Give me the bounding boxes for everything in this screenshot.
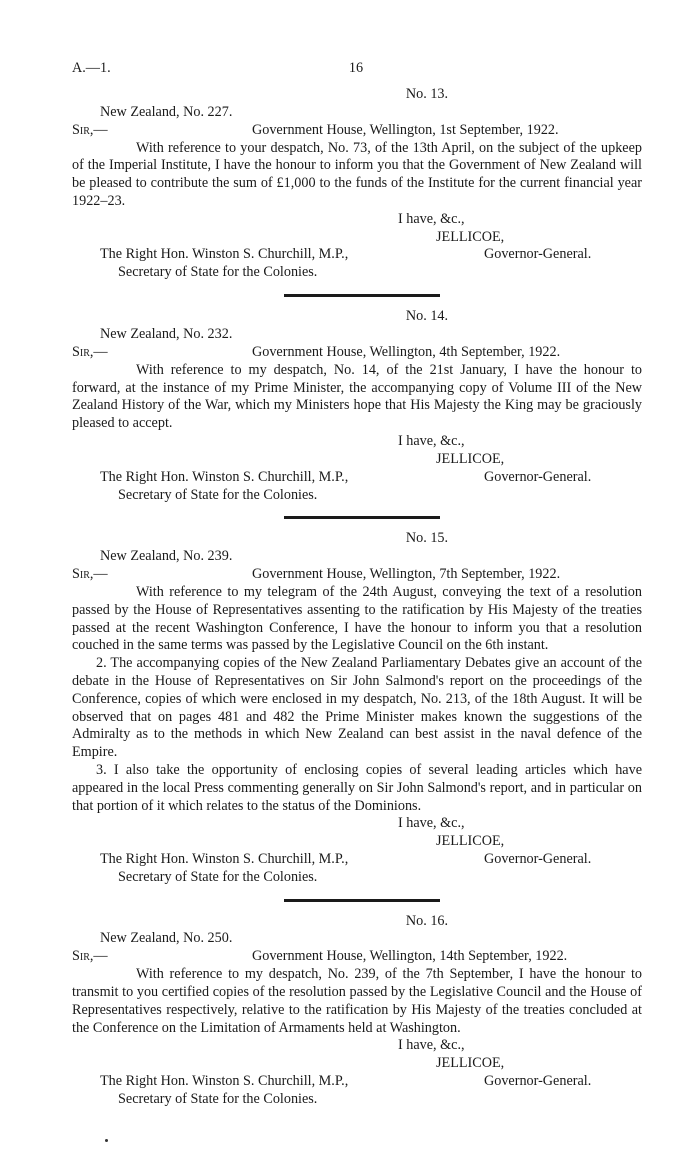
signature: JELLICOE,	[436, 1055, 505, 1072]
salutation: Sir,—	[72, 121, 108, 138]
signature: JELLICOE,	[436, 228, 505, 245]
addressee: The Right Hon. Winston S. Churchill, M.P.,	[100, 850, 349, 867]
letter-number: No. 15.	[405, 530, 449, 547]
letter-number: No. 14.	[405, 308, 449, 325]
closing: I have, &c.,	[398, 1037, 465, 1054]
closing: I have, &c.,	[398, 815, 465, 832]
letters	[72, 86, 642, 1109]
letter-body	[72, 140, 642, 211]
closing: I have, &c.,	[398, 210, 465, 227]
letter-number: No. 13.	[405, 86, 449, 102]
section-divider	[284, 294, 440, 297]
letter-no-14	[72, 308, 642, 504]
addressee: The Right Hon. Winston S. Churchill, M.P.,	[100, 468, 349, 485]
paragraph: With reference to my telegram of the 24th August, conveying the text of a resolution passed by the House of Representatives assenting to the ratification by His Majesty of the treaties passed at the recent Washington Conference, I have the honour to inform you that a resolution couched in the same terms was passed by the Legislative Council on the 6th instant.	[72, 583, 642, 654]
addressee-title: Secretary of State for the Colonies.	[118, 1091, 318, 1108]
addressee-title: Secretary of State for the Colonies.	[118, 486, 318, 503]
letter-body	[72, 584, 642, 815]
letter-no-13	[72, 86, 642, 282]
signer-title: Governor-General.	[484, 1073, 592, 1090]
place-date: Government House, Wellington, 14th September, 1922.	[252, 948, 568, 965]
letter-ref: New Zealand, No. 239.	[100, 548, 233, 565]
letter-no-15	[72, 530, 642, 886]
place-date: Government House, Wellington, 7th September, 1922.	[252, 565, 561, 582]
signer-title: Governor-General.	[484, 468, 592, 485]
page-speck	[105, 1139, 108, 1142]
document-reference: A.—1.	[72, 60, 111, 76]
addressee-title: Secretary of State for the Colonies.	[118, 868, 318, 885]
signer-title: Governor-General.	[484, 246, 592, 263]
paragraph: 3. I also take the opportunity of enclosing copies of several leading articles which have appeared in the local Press commenting generally on Sir John Salmond's report, and in particular on that portion of it which relates to the status of the Dominions.	[72, 761, 642, 814]
section-divider	[284, 516, 440, 519]
salutation: Sir,—	[72, 343, 108, 360]
addressee-title: Secretary of State for the Colonies.	[118, 264, 318, 281]
section-divider	[284, 899, 440, 902]
closing: I have, &c.,	[398, 432, 465, 449]
letter-body	[72, 362, 642, 433]
signer-title: Governor-General.	[484, 850, 592, 867]
letter-ref: New Zealand, No. 227.	[100, 103, 233, 120]
signature: JELLICOE,	[436, 833, 505, 850]
salutation: Sir,—	[72, 948, 108, 965]
addressee: The Right Hon. Winston S. Churchill, M.P.,	[100, 246, 349, 263]
letter-ref: New Zealand, No. 232.	[100, 325, 233, 342]
signature: JELLICOE,	[436, 450, 505, 467]
letter-body	[72, 966, 642, 1037]
letter-no-16	[72, 913, 642, 1109]
page-number: 16	[348, 60, 364, 76]
paragraph: With reference to my despatch, No. 239, of the 7th September, I have the honour to transmit to you certified copies of the resolution passed by the Legislative Council and the House of Representatives respectively, relative to the ratification by His Majesty of the treaties concluded at the Conference on the Limitation of Armaments held at Washington.	[72, 966, 642, 1036]
letter-ref: New Zealand, No. 250.	[100, 930, 233, 947]
addressee: The Right Hon. Winston S. Churchill, M.P.,	[100, 1073, 349, 1090]
letter-number: No. 16.	[405, 912, 449, 929]
salutation: Sir,—	[72, 565, 108, 582]
place-date: Government House, Wellington, 1st September, 1922.	[252, 121, 559, 138]
place-date: Government House, Wellington, 4th September, 1922.	[252, 343, 561, 360]
paragraph: 2. The accompanying copies of the New Zealand Parliamentary Debates give an account of the debate in the House of Representatives on Sir John Salmond's report on the proceedings of the Conference, copies of which were enclosed in my despatch, No. 213, of the 18th August. It will be observed that on pages 481 and 482 the Prime Minister makes known the suggestions of the Admiralty as to the methods in which New Zealand can best assist in the naval defence of the Empire.	[72, 655, 642, 761]
paragraph: With reference to my despatch, No. 14, of the 21st January, I have the honour to forward, at the instance of my Prime Minister, the accompanying copy of Volume III of the New Zealand History of the War, which my Ministers hope that His Majesty the King may be graciously pleased to accept.	[72, 361, 642, 432]
paragraph: With reference to your despatch, No. 73, of the 13th April, on the subject of the upkeep of the Imperial Institute, I have the honour to inform you that the Government of New Zealand will be pleased to contribute the sum of £1,000 to the funds of the Institute for the current financial year 1922–23.	[72, 139, 642, 209]
